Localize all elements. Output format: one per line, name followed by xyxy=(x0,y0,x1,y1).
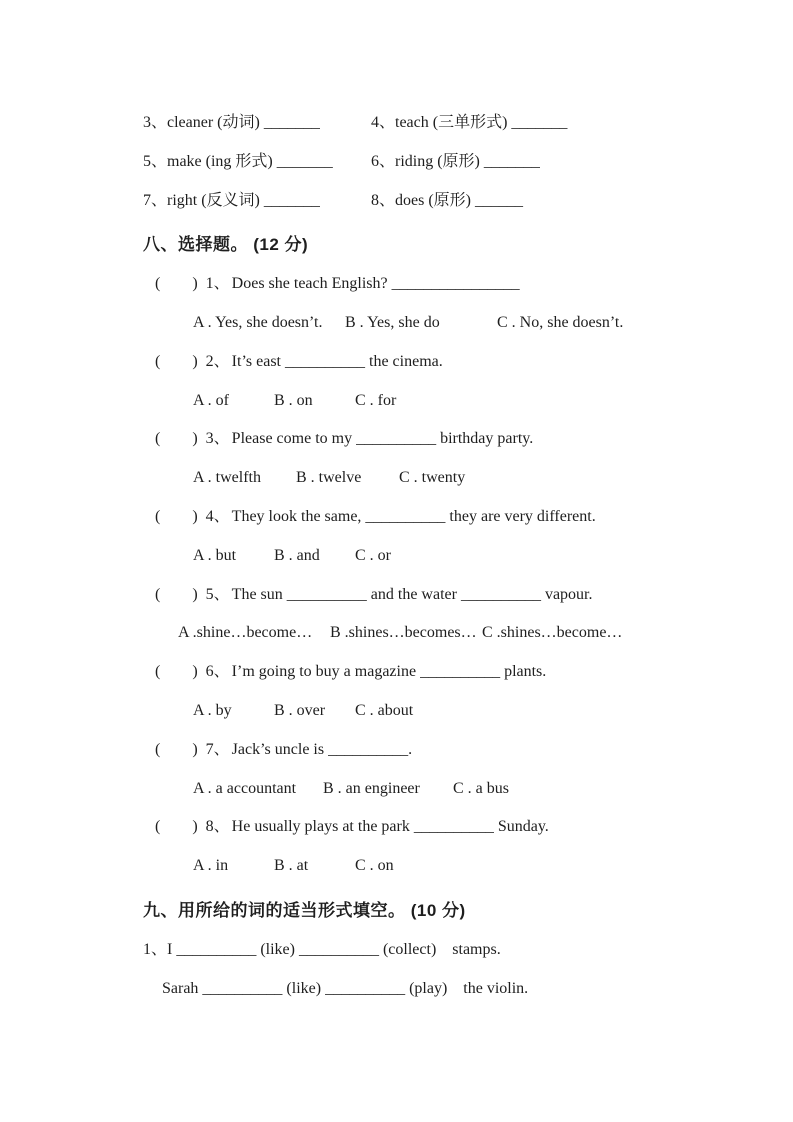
question-text: Please come to my __________ birthday party. xyxy=(231,430,534,448)
question-number: 3、 xyxy=(205,430,230,448)
option-c: C . or xyxy=(355,546,391,564)
option-b: B . twelve xyxy=(296,469,362,487)
option-b: B . an engineer xyxy=(323,779,420,797)
mc-question-8 xyxy=(155,808,793,847)
mc-question-4 xyxy=(155,498,793,537)
option-a: A . Yes, she doesn’t. xyxy=(193,313,323,331)
option-a: A . of xyxy=(193,391,229,409)
word-item-6: 6、riding (原形) _______ xyxy=(371,152,540,170)
question-text: Jack’s uncle is __________. xyxy=(231,740,413,758)
word-item-5: 5、make (ing 形式) _______ xyxy=(143,152,333,170)
answer-bracket: ( ) xyxy=(155,352,198,370)
option-c: C . No, she doesn’t. xyxy=(497,313,624,331)
option-c: C .shines…become… xyxy=(482,624,623,642)
option-b: B .shines…becomes… xyxy=(330,624,477,642)
mc-question-6 xyxy=(155,653,793,692)
option-b: B . at xyxy=(274,857,309,875)
answer-bracket: ( ) xyxy=(155,818,198,836)
option-c: C . about xyxy=(355,701,414,719)
question-number: 2、 xyxy=(205,352,230,370)
option-a: A . a accountant xyxy=(193,779,297,797)
option-b: B . on xyxy=(274,391,313,409)
option-b: B . over xyxy=(274,701,326,719)
option-a: A . in xyxy=(193,857,229,875)
word-item-7: 7、right (反义词) _______ xyxy=(143,191,320,209)
mc-question-5 xyxy=(155,576,793,615)
word-transform-row-3 xyxy=(143,182,793,221)
question-text: The sun __________ and the water __________ vapour. xyxy=(231,585,593,603)
mc-question-2 xyxy=(155,343,793,382)
question-text: They look the same, __________ they are very different. xyxy=(231,507,596,525)
option-c: C . on xyxy=(355,857,394,875)
option-c: C . for xyxy=(355,391,397,409)
word-transform-row-2 xyxy=(143,143,793,182)
option-b: B . and xyxy=(274,546,320,564)
question-text: I’m going to buy a magazine __________ plants. xyxy=(231,663,547,681)
answer-bracket: ( ) xyxy=(155,740,198,758)
question-text: He usually plays at the park __________ Sunday. xyxy=(231,818,549,836)
option-b: B . Yes, she do xyxy=(345,313,440,331)
section-9-title: 九、用所给的词的适当形式填空。 (10 分) xyxy=(143,900,466,920)
answer-bracket: ( ) xyxy=(155,275,198,293)
mc-options-2 xyxy=(193,382,793,421)
section-8-title: 八、选择题。 (12 分) xyxy=(143,235,309,255)
mc-options-6 xyxy=(193,692,793,731)
answer-bracket: ( ) xyxy=(155,430,198,448)
mc-question-3 xyxy=(155,420,793,459)
question-number: 5、 xyxy=(205,585,230,603)
fill-line-2: Sarah __________ (like) __________ (play) the violin. xyxy=(162,979,529,997)
question-number: 4、 xyxy=(205,507,230,525)
option-a: A . but xyxy=(193,546,237,564)
word-transform-row-1 xyxy=(143,104,793,143)
option-a: A .shine…become… xyxy=(178,624,313,642)
option-c: C . a bus xyxy=(453,779,509,797)
test-paper-page xyxy=(143,104,793,1008)
option-a: A . twelfth xyxy=(193,469,261,487)
mc-question-7 xyxy=(155,731,793,770)
question-text: Does she teach English? ________________ xyxy=(231,275,520,293)
mc-options-5 xyxy=(178,614,793,653)
answer-bracket: ( ) xyxy=(155,507,198,525)
fill-line-1: 1、I __________ (like) __________ (collect) stamps. xyxy=(143,940,501,958)
mc-options-8 xyxy=(193,847,793,886)
question-number: 8、 xyxy=(205,818,230,836)
question-number: 7、 xyxy=(205,740,230,758)
mc-options-1 xyxy=(193,304,793,343)
mc-options-3 xyxy=(193,459,793,498)
word-item-4: 4、teach (三单形式) _______ xyxy=(371,114,568,131)
question-number: 1、 xyxy=(205,275,230,293)
word-item-3: 3、cleaner (动词) _______ xyxy=(143,114,320,131)
mc-options-7 xyxy=(193,770,793,809)
question-text: It’s east __________ the cinema. xyxy=(231,352,443,370)
word-item-8: 8、does (原形) ______ xyxy=(371,191,523,209)
question-number: 6、 xyxy=(205,663,230,681)
answer-bracket: ( ) xyxy=(155,663,198,681)
option-c: C . twenty xyxy=(399,469,466,487)
mc-question-1 xyxy=(155,265,793,304)
option-a: A . by xyxy=(193,701,232,719)
mc-options-4 xyxy=(193,537,793,576)
answer-bracket: ( ) xyxy=(155,585,198,603)
